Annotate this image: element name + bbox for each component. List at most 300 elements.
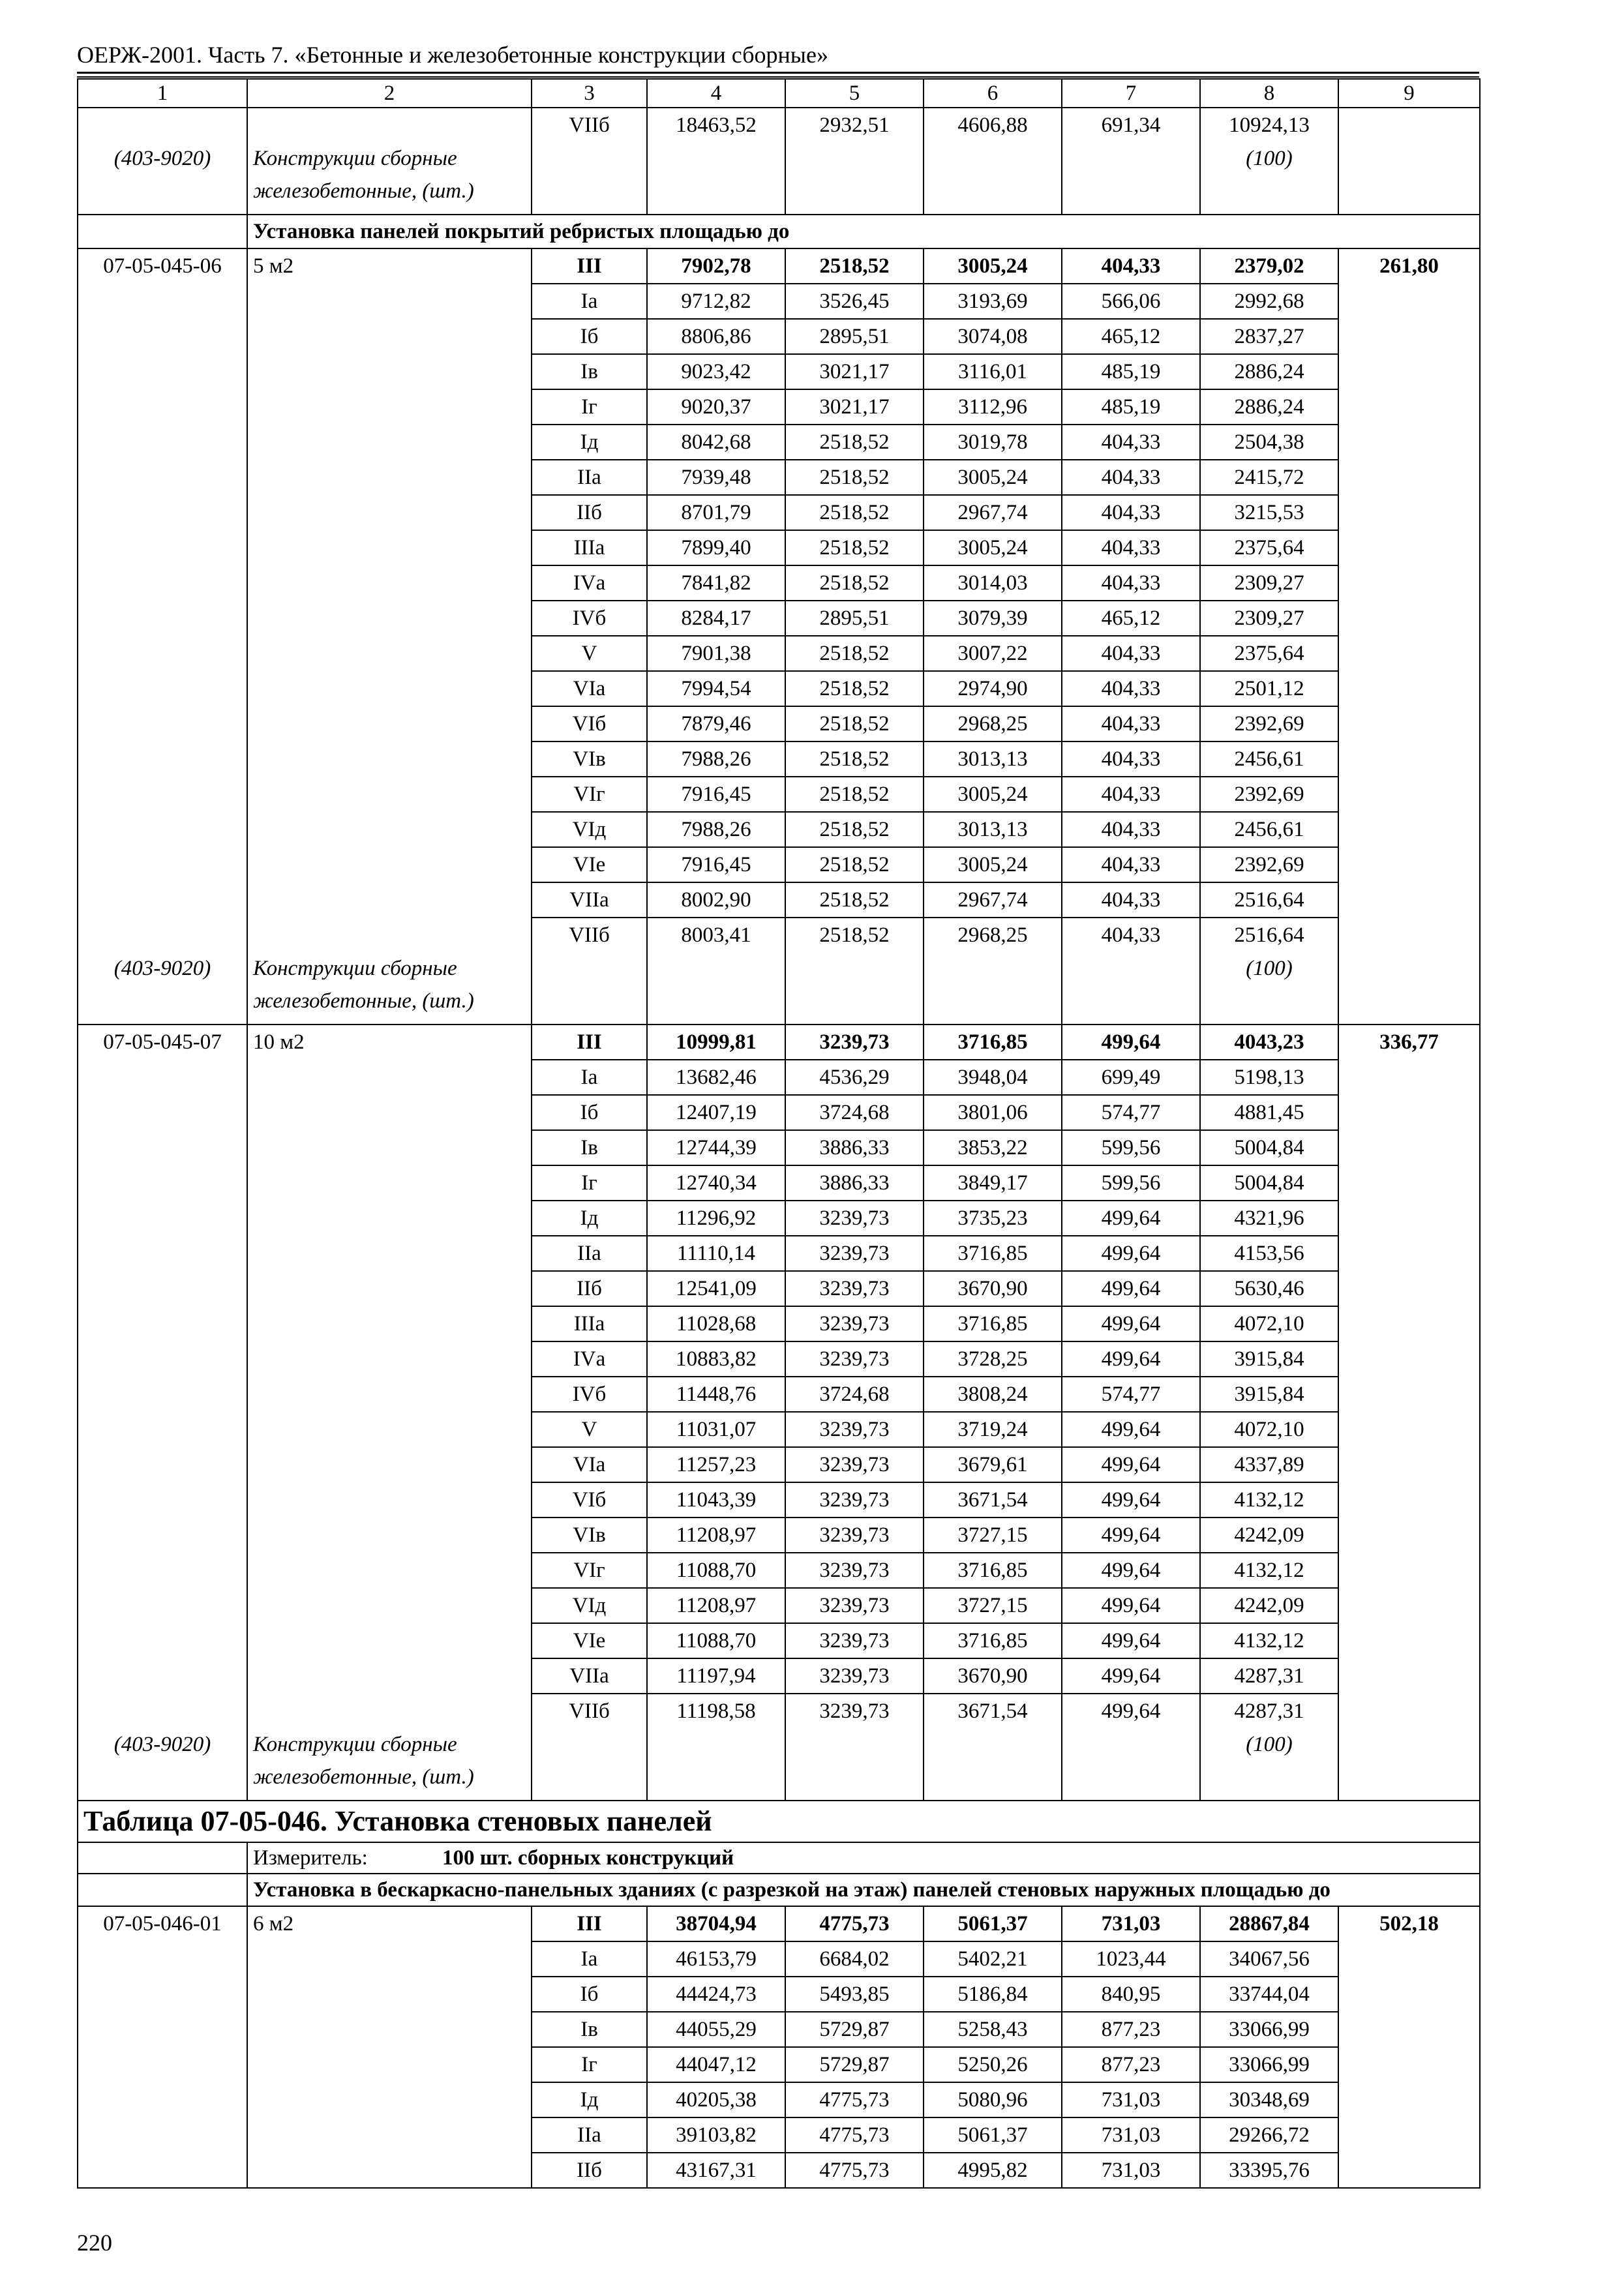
price-cell: 404,33 bbox=[1062, 918, 1200, 952]
price-cell: 3716,85 bbox=[924, 1306, 1062, 1341]
price-cell: 3239,73 bbox=[785, 1553, 924, 1588]
price-cell: 1023,44 bbox=[1062, 1941, 1200, 1977]
price-cell: 3727,15 bbox=[924, 1588, 1062, 1623]
price-cell: 6684,02 bbox=[785, 1941, 924, 1977]
empty-cell bbox=[247, 1130, 532, 1165]
price-cell: 731,03 bbox=[1062, 2082, 1200, 2117]
empty-cell bbox=[78, 918, 247, 952]
empty-cell bbox=[247, 354, 532, 389]
price-cell: 3007,22 bbox=[924, 636, 1062, 671]
zone-cell: VIд bbox=[532, 812, 647, 847]
col9-cell: 336,77 bbox=[1338, 1025, 1480, 1801]
price-row bbox=[78, 1906, 1480, 1941]
measure-row bbox=[78, 1842, 1480, 1874]
empty-cell bbox=[647, 142, 785, 215]
price-cell: 3239,73 bbox=[785, 1658, 924, 1694]
empty-cell bbox=[78, 284, 247, 319]
price-cell: 499,64 bbox=[1062, 1201, 1200, 1236]
price-cell: 2518,52 bbox=[785, 918, 924, 952]
price-cell: 465,12 bbox=[1062, 601, 1200, 636]
empty-cell bbox=[247, 1588, 532, 1623]
empty-cell bbox=[785, 1728, 924, 1801]
price-row bbox=[78, 1271, 1480, 1306]
resource-pct: (100) bbox=[1200, 142, 1338, 215]
empty-cell bbox=[247, 284, 532, 319]
price-cell: 404,33 bbox=[1062, 847, 1200, 882]
price-cell: 4132,12 bbox=[1200, 1623, 1338, 1658]
empty-cell bbox=[78, 319, 247, 354]
zone-cell: III bbox=[532, 1906, 647, 1941]
price-cell: 33395,76 bbox=[1200, 2153, 1338, 2188]
price-cell: 8002,90 bbox=[647, 882, 785, 918]
price-cell: 4242,09 bbox=[1200, 1518, 1338, 1553]
price-cell: 3808,24 bbox=[924, 1377, 1062, 1412]
price-cell: 465,12 bbox=[1062, 319, 1200, 354]
empty-cell bbox=[78, 2117, 247, 2153]
column-number: 5 bbox=[785, 79, 924, 108]
price-cell: 3005,24 bbox=[924, 847, 1062, 882]
column-number: 3 bbox=[532, 79, 647, 108]
empty-cell bbox=[785, 952, 924, 1025]
price-row bbox=[78, 1482, 1480, 1518]
resource-row bbox=[78, 1728, 1480, 1801]
price-cell: 2967,74 bbox=[924, 882, 1062, 918]
empty-cell bbox=[1062, 1728, 1200, 1801]
price-cell: 3116,01 bbox=[924, 354, 1062, 389]
price-cell: 3239,73 bbox=[785, 1623, 924, 1658]
price-cell: 10924,13 bbox=[1200, 108, 1338, 142]
zone-cell: Iа bbox=[532, 1060, 647, 1095]
price-cell: 2968,25 bbox=[924, 918, 1062, 952]
column-number: 7 bbox=[1062, 79, 1200, 108]
price-cell: 404,33 bbox=[1062, 671, 1200, 706]
price-cell: 4775,73 bbox=[785, 1906, 924, 1941]
zone-cell: VIе bbox=[532, 1623, 647, 1658]
price-cell: 3526,45 bbox=[785, 284, 924, 319]
zone-cell: VIIа bbox=[532, 1658, 647, 1694]
col9-cell: 261,80 bbox=[1338, 248, 1480, 1025]
price-cell: 3716,85 bbox=[924, 1623, 1062, 1658]
price-cell: 3074,08 bbox=[924, 319, 1062, 354]
zone-cell: VIе bbox=[532, 847, 647, 882]
empty-cell bbox=[1062, 142, 1200, 215]
price-row bbox=[78, 847, 1480, 882]
price-cell: 2518,52 bbox=[785, 847, 924, 882]
price-cell: 499,64 bbox=[1062, 1588, 1200, 1623]
zone-cell: IIа bbox=[532, 1236, 647, 1271]
zone-cell: Iб bbox=[532, 319, 647, 354]
price-cell: 8806,86 bbox=[647, 319, 785, 354]
empty-cell bbox=[78, 530, 247, 565]
zone-cell: Iб bbox=[532, 1095, 647, 1130]
empty-cell bbox=[647, 952, 785, 1025]
price-cell: 485,19 bbox=[1062, 354, 1200, 389]
price-cell: 9712,82 bbox=[647, 284, 785, 319]
price-cell: 3005,24 bbox=[924, 530, 1062, 565]
price-cell: 2895,51 bbox=[785, 319, 924, 354]
empty-cell bbox=[247, 1201, 532, 1236]
price-cell: 3239,73 bbox=[785, 1694, 924, 1728]
price-row bbox=[78, 636, 1480, 671]
price-cell: 3005,24 bbox=[924, 248, 1062, 284]
empty-cell bbox=[78, 1447, 247, 1482]
price-cell: 18463,52 bbox=[647, 108, 785, 142]
empty-cell bbox=[78, 741, 247, 777]
price-cell: 3671,54 bbox=[924, 1694, 1062, 1728]
price-cell: 2886,24 bbox=[1200, 389, 1338, 425]
price-cell: 3013,13 bbox=[924, 741, 1062, 777]
empty-cell bbox=[247, 1377, 532, 1412]
price-cell: 5729,87 bbox=[785, 2012, 924, 2047]
zone-cell: VIIб bbox=[532, 918, 647, 952]
price-cell: 877,23 bbox=[1062, 2047, 1200, 2082]
empty-cell bbox=[247, 1165, 532, 1201]
rate-area: 10 м2 bbox=[247, 1025, 532, 1060]
empty-cell bbox=[78, 882, 247, 918]
price-cell: 566,06 bbox=[1062, 284, 1200, 319]
price-cell: 699,49 bbox=[1062, 1060, 1200, 1095]
price-cell: 2968,25 bbox=[924, 706, 1062, 741]
price-cell: 11088,70 bbox=[647, 1553, 785, 1588]
price-cell: 30348,69 bbox=[1200, 2082, 1338, 2117]
price-row bbox=[78, 1377, 1480, 1412]
zone-cell: Iв bbox=[532, 1130, 647, 1165]
price-cell: 4775,73 bbox=[785, 2153, 924, 2188]
zone-cell: VIа bbox=[532, 1447, 647, 1482]
price-cell: 4321,96 bbox=[1200, 1201, 1338, 1236]
price-cell: 3670,90 bbox=[924, 1271, 1062, 1306]
zone-cell: IIIа bbox=[532, 1306, 647, 1341]
table-title-row bbox=[78, 1801, 1480, 1842]
empty-cell bbox=[247, 671, 532, 706]
price-cell: 9020,37 bbox=[647, 389, 785, 425]
price-row bbox=[78, 284, 1480, 319]
column-number: 9 bbox=[1338, 79, 1480, 108]
rate-area: 5 м2 bbox=[247, 248, 532, 284]
price-cell: 11208,97 bbox=[647, 1588, 785, 1623]
empty-cell bbox=[247, 2012, 532, 2047]
measure-cell bbox=[247, 1842, 1480, 1874]
price-cell: 404,33 bbox=[1062, 425, 1200, 460]
empty-cell bbox=[78, 1095, 247, 1130]
column-number: 2 bbox=[247, 79, 532, 108]
price-cell: 4153,56 bbox=[1200, 1236, 1338, 1271]
zone-cell: V bbox=[532, 636, 647, 671]
resource-pct: (100) bbox=[1200, 952, 1338, 1025]
price-row bbox=[78, 1553, 1480, 1588]
price-cell: 5004,84 bbox=[1200, 1130, 1338, 1165]
empty-cell bbox=[247, 847, 532, 882]
price-row bbox=[78, 741, 1480, 777]
zone-cell: IVа bbox=[532, 1341, 647, 1377]
price-row bbox=[78, 495, 1480, 530]
price-cell: 5186,84 bbox=[924, 1977, 1062, 2012]
zone-cell: Iд bbox=[532, 1201, 647, 1236]
price-cell: 2504,38 bbox=[1200, 425, 1338, 460]
price-cell: 3005,24 bbox=[924, 460, 1062, 495]
price-cell: 3853,22 bbox=[924, 1130, 1062, 1165]
empty-cell bbox=[924, 1728, 1062, 1801]
empty-cell bbox=[247, 460, 532, 495]
price-cell: 5493,85 bbox=[785, 1977, 924, 2012]
price-cell: 4242,09 bbox=[1200, 1588, 1338, 1623]
price-cell: 404,33 bbox=[1062, 530, 1200, 565]
price-cell: 11043,39 bbox=[647, 1482, 785, 1518]
empty-cell bbox=[247, 1447, 532, 1482]
price-row bbox=[78, 1518, 1480, 1553]
empty-cell bbox=[247, 636, 532, 671]
price-cell: 3671,54 bbox=[924, 1482, 1062, 1518]
price-row bbox=[78, 319, 1480, 354]
price-cell: 404,33 bbox=[1062, 636, 1200, 671]
price-row bbox=[78, 2117, 1480, 2153]
price-cell: 404,33 bbox=[1062, 565, 1200, 601]
price-cell: 10999,81 bbox=[647, 1025, 785, 1060]
column-number: 1 bbox=[78, 79, 247, 108]
desc-cell bbox=[247, 108, 532, 142]
empty-cell bbox=[247, 601, 532, 636]
empty-cell bbox=[785, 142, 924, 215]
price-cell: 5061,37 bbox=[924, 1906, 1062, 1941]
price-cell: 499,64 bbox=[1062, 1341, 1200, 1377]
price-cell: 404,33 bbox=[1062, 495, 1200, 530]
price-cell: 404,33 bbox=[1062, 812, 1200, 847]
price-cell: 5250,26 bbox=[924, 2047, 1062, 2082]
price-cell: 3948,04 bbox=[924, 1060, 1062, 1095]
empty-cell bbox=[78, 847, 247, 882]
price-row bbox=[78, 2153, 1480, 2188]
price-cell: 3005,24 bbox=[924, 777, 1062, 812]
price-cell: 574,77 bbox=[1062, 1095, 1200, 1130]
price-cell: 2456,61 bbox=[1200, 812, 1338, 847]
price-row bbox=[78, 2047, 1480, 2082]
price-cell: 2415,72 bbox=[1200, 460, 1338, 495]
price-cell: 8701,79 bbox=[647, 495, 785, 530]
price-cell: 5258,43 bbox=[924, 2012, 1062, 2047]
zone-cell: IVб bbox=[532, 601, 647, 636]
price-cell: 4287,31 bbox=[1200, 1658, 1338, 1694]
resource-row bbox=[78, 952, 1480, 1025]
resource-pct: (100) bbox=[1200, 1728, 1338, 1801]
empty-cell bbox=[78, 1941, 247, 1977]
empty-cell bbox=[78, 1341, 247, 1377]
zone-cell: VIа bbox=[532, 671, 647, 706]
price-cell: 3239,73 bbox=[785, 1482, 924, 1518]
resource-row bbox=[78, 142, 1480, 215]
price-cell: 4606,88 bbox=[924, 108, 1062, 142]
price-cell: 499,64 bbox=[1062, 1518, 1200, 1553]
price-cell: 499,64 bbox=[1062, 1271, 1200, 1306]
empty-cell bbox=[78, 2012, 247, 2047]
price-cell: 3915,84 bbox=[1200, 1341, 1338, 1377]
rates-table bbox=[77, 78, 1481, 2189]
price-cell: 3112,96 bbox=[924, 389, 1062, 425]
price-cell: 2518,52 bbox=[785, 565, 924, 601]
zone-cell: Iд bbox=[532, 425, 647, 460]
price-cell: 4995,82 bbox=[924, 2153, 1062, 2188]
section-heading: Установка панелей покрытий ребристых площадью до bbox=[247, 215, 1480, 248]
price-row bbox=[78, 354, 1480, 389]
empty-cell bbox=[78, 215, 247, 248]
col9-cell: 502,18 bbox=[1338, 1906, 1480, 2188]
col9-cell bbox=[1338, 108, 1480, 215]
empty-cell bbox=[78, 460, 247, 495]
resource-desc: Конструкции сборные железобетонные, (шт.) bbox=[247, 142, 532, 215]
price-cell: 34067,56 bbox=[1200, 1941, 1338, 1977]
empty-cell bbox=[247, 1553, 532, 1588]
price-cell: 7916,45 bbox=[647, 847, 785, 882]
price-row bbox=[78, 1341, 1480, 1377]
empty-cell bbox=[247, 1060, 532, 1095]
price-cell: 3724,68 bbox=[785, 1095, 924, 1130]
price-cell: 2518,52 bbox=[785, 530, 924, 565]
price-cell: 5080,96 bbox=[924, 2082, 1062, 2117]
price-cell: 3239,73 bbox=[785, 1447, 924, 1482]
empty-cell bbox=[78, 2153, 247, 2188]
price-row bbox=[78, 706, 1480, 741]
resource-desc: Конструкции сборные железобетонные, (шт.) bbox=[247, 952, 532, 1025]
section-heading-row bbox=[78, 1874, 1480, 1906]
zone-cell: VIб bbox=[532, 706, 647, 741]
price-cell: 8284,17 bbox=[647, 601, 785, 636]
price-row bbox=[78, 918, 1480, 952]
price-cell: 731,03 bbox=[1062, 2153, 1200, 2188]
price-row bbox=[78, 1623, 1480, 1658]
empty-cell bbox=[247, 2153, 532, 2188]
zone-cell: III bbox=[532, 1025, 647, 1060]
empty-cell bbox=[78, 1201, 247, 1236]
price-row bbox=[78, 671, 1480, 706]
price-cell: 4132,12 bbox=[1200, 1482, 1338, 1518]
price-row bbox=[78, 565, 1480, 601]
running-header: ОЕРЖ-2001. Часть 7. «Бетонные и железобетонные конструкции сборные» bbox=[77, 42, 828, 68]
price-cell: 485,19 bbox=[1062, 389, 1200, 425]
zone-cell: IIб bbox=[532, 2153, 647, 2188]
empty-cell bbox=[532, 1728, 647, 1801]
price-cell: 499,64 bbox=[1062, 1553, 1200, 1588]
price-row bbox=[78, 1447, 1480, 1482]
price-cell: 9023,42 bbox=[647, 354, 785, 389]
price-cell: 7988,26 bbox=[647, 812, 785, 847]
price-cell: 3239,73 bbox=[785, 1271, 924, 1306]
empty-cell bbox=[78, 1130, 247, 1165]
price-cell: 499,64 bbox=[1062, 1306, 1200, 1341]
empty-cell bbox=[78, 1553, 247, 1588]
empty-cell bbox=[247, 1412, 532, 1447]
price-cell: 731,03 bbox=[1062, 2117, 1200, 2153]
rate-code: 07-05-045-07 bbox=[78, 1025, 247, 1060]
price-row bbox=[78, 248, 1480, 284]
price-cell: 2837,27 bbox=[1200, 319, 1338, 354]
resource-code: (403-9020) bbox=[78, 1728, 247, 1801]
zone-cell: Iа bbox=[532, 1941, 647, 1977]
price-cell: 840,95 bbox=[1062, 1977, 1200, 2012]
price-cell: 7841,82 bbox=[647, 565, 785, 601]
price-cell: 4881,45 bbox=[1200, 1095, 1338, 1130]
price-row bbox=[78, 882, 1480, 918]
price-cell: 499,64 bbox=[1062, 1236, 1200, 1271]
zone-cell: VIIа bbox=[532, 882, 647, 918]
price-cell: 3215,53 bbox=[1200, 495, 1338, 530]
resource-code: (403-9020) bbox=[78, 142, 247, 215]
price-cell: 3670,90 bbox=[924, 1658, 1062, 1694]
empty-cell bbox=[78, 812, 247, 847]
zone-cell: IIа bbox=[532, 460, 647, 495]
price-row bbox=[78, 530, 1480, 565]
price-row bbox=[78, 1694, 1480, 1728]
price-cell: 574,77 bbox=[1062, 1377, 1200, 1412]
price-cell: 3849,17 bbox=[924, 1165, 1062, 1201]
price-row bbox=[78, 601, 1480, 636]
price-row bbox=[78, 1130, 1480, 1165]
price-cell: 404,33 bbox=[1062, 882, 1200, 918]
empty-cell bbox=[78, 1694, 247, 1728]
empty-cell bbox=[647, 1728, 785, 1801]
price-cell: 499,64 bbox=[1062, 1623, 1200, 1658]
price-cell: 499,64 bbox=[1062, 1412, 1200, 1447]
price-row bbox=[78, 1977, 1480, 2012]
empty-cell bbox=[78, 425, 247, 460]
measure-value: 100 шт. сборных конструкций bbox=[442, 1846, 734, 1870]
price-cell: 2516,64 bbox=[1200, 882, 1338, 918]
price-cell: 2516,64 bbox=[1200, 918, 1338, 952]
price-cell: 3239,73 bbox=[785, 1306, 924, 1341]
price-cell: 4775,73 bbox=[785, 2117, 924, 2153]
price-cell: 3679,61 bbox=[924, 1447, 1062, 1482]
price-cell: 28867,84 bbox=[1200, 1906, 1338, 1941]
price-row bbox=[78, 1306, 1480, 1341]
column-number: 6 bbox=[924, 79, 1062, 108]
empty-cell bbox=[247, 1518, 532, 1553]
price-cell: 5729,87 bbox=[785, 2047, 924, 2082]
price-cell: 5630,46 bbox=[1200, 1271, 1338, 1306]
empty-cell bbox=[247, 1482, 532, 1518]
price-cell: 2392,69 bbox=[1200, 777, 1338, 812]
price-cell: 7899,40 bbox=[647, 530, 785, 565]
price-cell: 2501,12 bbox=[1200, 671, 1338, 706]
price-cell: 3719,24 bbox=[924, 1412, 1062, 1447]
empty-cell bbox=[247, 1095, 532, 1130]
code-cell bbox=[78, 108, 247, 142]
price-cell: 8003,41 bbox=[647, 918, 785, 952]
column-number: 8 bbox=[1200, 79, 1338, 108]
zone-cell: Iв bbox=[532, 354, 647, 389]
price-cell: 4043,23 bbox=[1200, 1025, 1338, 1060]
price-row bbox=[78, 2012, 1480, 2047]
empty-cell bbox=[78, 1060, 247, 1095]
empty-cell bbox=[78, 777, 247, 812]
empty-cell bbox=[1062, 952, 1200, 1025]
price-cell: 3014,03 bbox=[924, 565, 1062, 601]
price-cell: 7939,48 bbox=[647, 460, 785, 495]
zone-cell: IIа bbox=[532, 2117, 647, 2153]
price-cell: 3915,84 bbox=[1200, 1377, 1338, 1412]
price-cell: 7988,26 bbox=[647, 741, 785, 777]
price-cell: 3239,73 bbox=[785, 1518, 924, 1553]
price-row bbox=[78, 425, 1480, 460]
price-cell: 11198,58 bbox=[647, 1694, 785, 1728]
price-cell: 2895,51 bbox=[785, 601, 924, 636]
empty-cell bbox=[78, 1236, 247, 1271]
price-row bbox=[78, 108, 1480, 142]
zone-cell: VIIб bbox=[532, 108, 647, 142]
price-cell: 44055,29 bbox=[647, 2012, 785, 2047]
section-heading-row bbox=[78, 215, 1480, 248]
price-row bbox=[78, 812, 1480, 847]
zone-cell: Iд bbox=[532, 2082, 647, 2117]
price-row bbox=[78, 777, 1480, 812]
price-cell: 3716,85 bbox=[924, 1553, 1062, 1588]
